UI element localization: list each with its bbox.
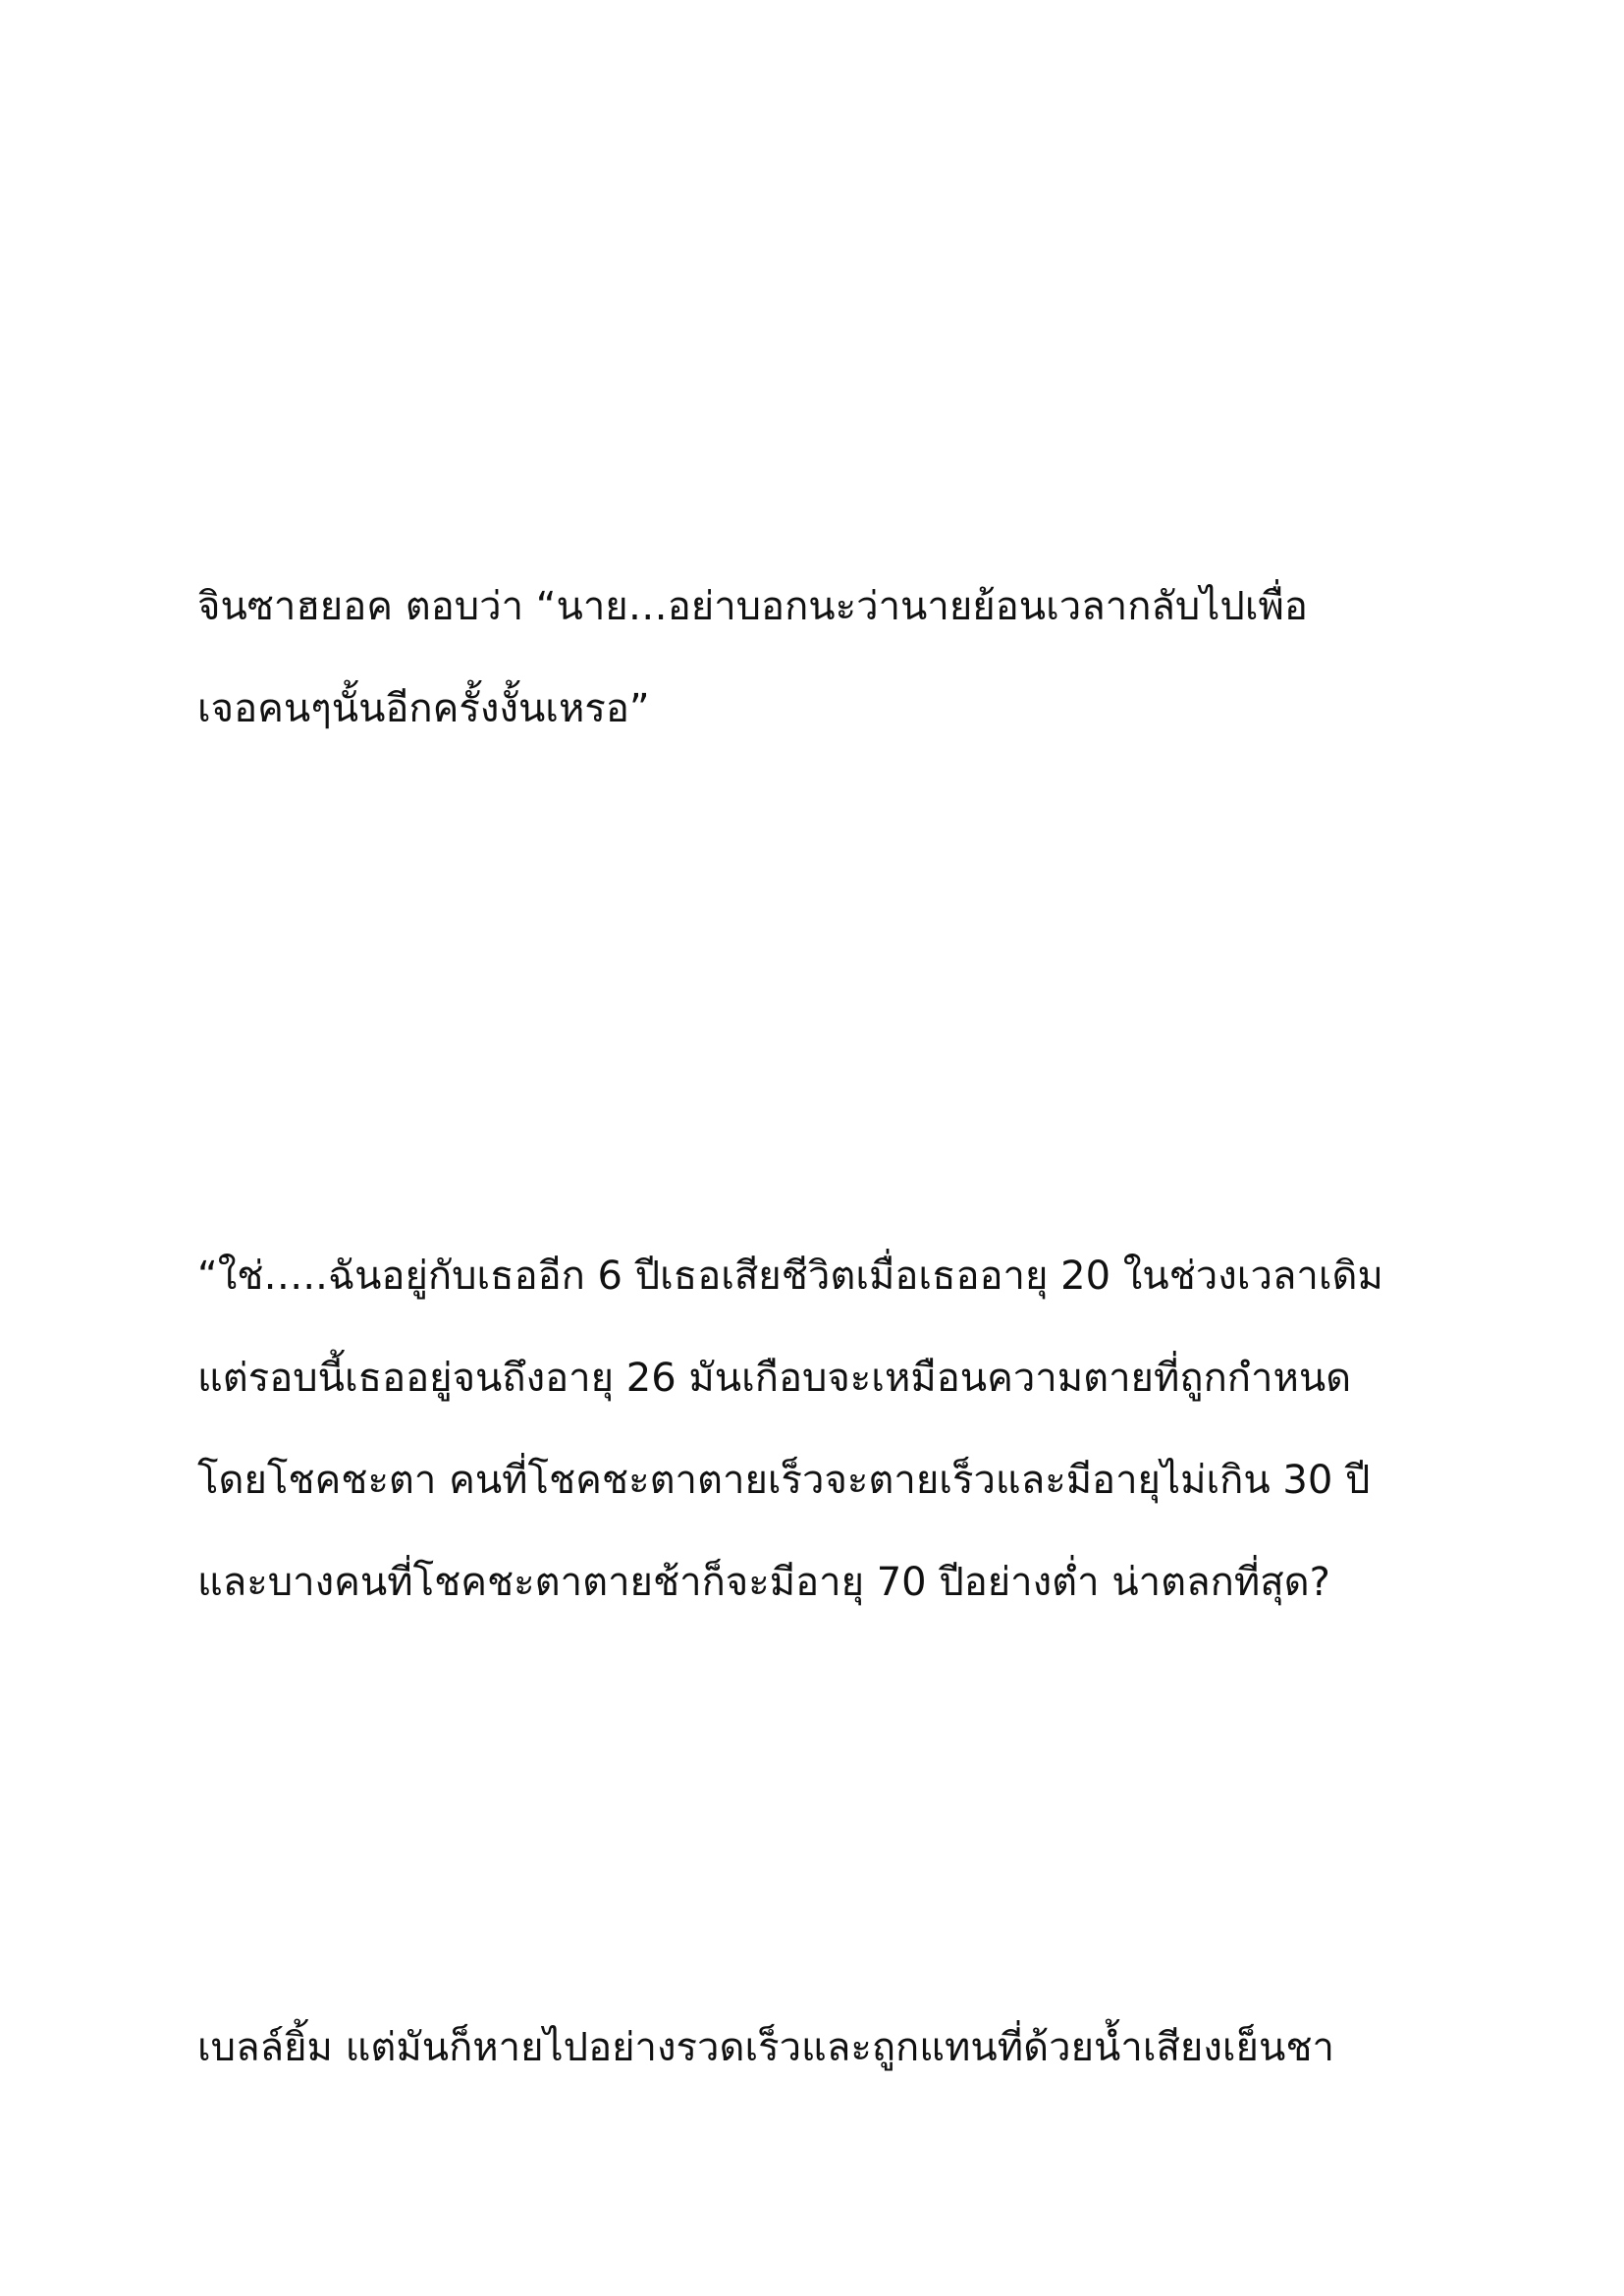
text-line: และบางคนที่โชคชะตาตายช้าก็จะมีอายุ 70 ปีอย่างต่ำ น่าตลกที่สุด? (197, 1560, 1330, 1605)
text-line: เจอคนๆนั้นอีกครั้งงั้นเหรอ” (197, 686, 650, 731)
text-line: โดยโชคชะตา คนที่โชคชะตาตายเร็วจะตายเร็วและมีอายุไม่เกิน 30 ปี (197, 1458, 1371, 1503)
text-line: จินซาฮยอค ตอบว่า “นาย…อย่าบอกนะว่านายย้อนเวลากลับไปเพื่อ (197, 584, 1308, 629)
paragraph-bell-smile (197, 1997, 1474, 2099)
text-line: เบลล์ยิ้ม แต่มันก็หายไปอย่างรวดเร็วและถูกแทนที่ด้วยน้ำเสียงเย็นชา (197, 2025, 1334, 2070)
text-line: “ใช่…..ฉันอยู่กับเธออีก 6 ปีเธอเสียชีวิตเมื่อเธออายุ 20 ในช่วงเวลาเดิม (197, 1254, 1383, 1299)
paragraph-answer (197, 1225, 1474, 1633)
text-line: แต่รอบนี้เธออยู่จนถึงอายุ 26 มันเกือบจะเหมือนความตายที่ถูกกำหนด (197, 1356, 1352, 1401)
paragraph-jinsahyeok-reply (197, 556, 1474, 760)
